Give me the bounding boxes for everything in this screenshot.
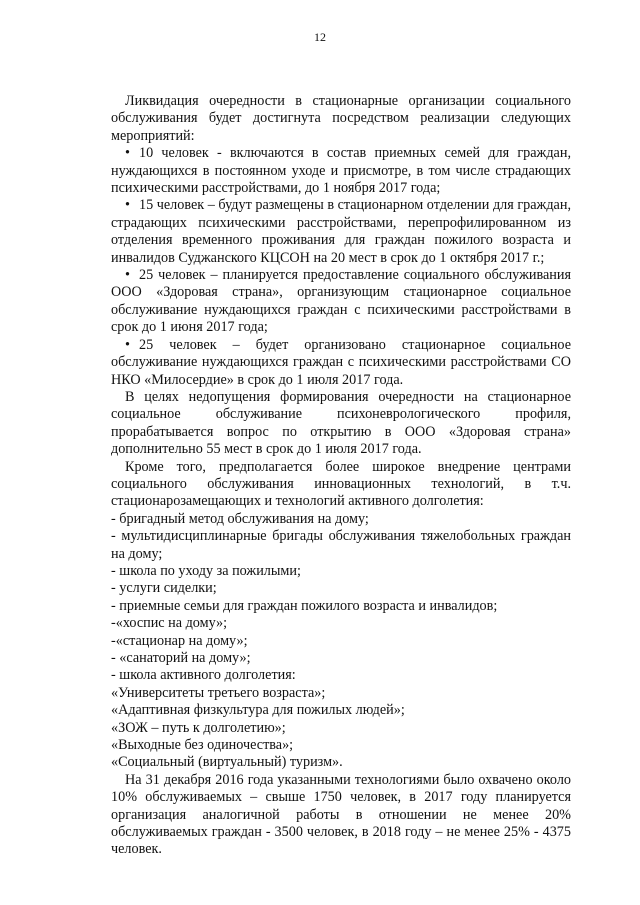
bullet-icon: • xyxy=(125,336,130,353)
page-number: 12 xyxy=(314,30,326,44)
bullet-text: 15 человек – будут размещены в стационарном отделении для граждан, страдающих психическими расстройствами, перепрофилированном из отделения временного проживания для граждан пожилого возраста и инвалидов Суджанского КЦСОН на 20 мест в срок до 1 октября 2017 г.; xyxy=(111,197,571,266)
program-item: «Выходные без одиночества»; xyxy=(111,737,294,754)
bullet-text: 25 человек – планируется предоставление социального обслуживания ООО «Здоровая страна», организующим стационарное социальное обслуживание нуждающихся граждан с психическими расстройствами в срок до 1 июня 2017 года; xyxy=(111,267,571,336)
technology-item: - школа по уходу за пожилыми; xyxy=(111,562,301,579)
program-item: «Университеты третьего возраста»; xyxy=(111,684,326,701)
bullet-text: 10 человек - включаются в состав приемных семей для граждан, нуждающихся в постоянном уходе и присмотре, в том числе страдающих психическими расстройствами, до 1 ноября 2017 года; xyxy=(111,145,571,197)
bullet-item xyxy=(111,267,571,337)
technology-item: -«стационар на дому»; xyxy=(111,632,248,649)
technologies-intro-paragraph: Кроме того, предполагается более широкое внедрение центрами социального обслуживания инновационных технологий, в т.ч. стационарозамещающих и технологий активного долголетия: xyxy=(111,458,571,510)
program-item: «Социальный (виртуальный) туризм». xyxy=(111,754,343,771)
bullet-item xyxy=(111,197,571,267)
bullet-item xyxy=(111,337,571,389)
prevention-paragraph: В целях недопущения формирования очередности на стационарное социальное обслуживание психоневрологического профиля, прорабатывается вопрос по открытию в ООО «Здоровая страна» дополнительно 55 мест в срок до 1 июля 2017 года. xyxy=(111,388,571,458)
bullet-icon: • xyxy=(125,145,130,162)
technology-item: - мультидисциплинарные бригады обслуживания тяжелобольных граждан на дому; xyxy=(111,528,571,562)
conclusion-paragraph: На 31 декабря 2016 года указанными технологиями было охвачено около 10% обслуживаемых – свыше 1750 человек, в 2017 году планируется организация аналогичной работы в отношении не менее 20% обслуживаемых граждан - 3500 человек, в 2018 году – не менее 25% - 4375 человек. xyxy=(111,771,571,858)
technology-item: - приемные семьи для граждан пожилого возраста и инвалидов; xyxy=(111,597,498,614)
intro-paragraph: Ликвидация очередности в стационарные организации социального обслуживания будет достигнута посредством реализации следующих мероприятий: xyxy=(111,93,571,144)
program-item: «ЗОЖ – путь к долголетию»; xyxy=(111,719,286,736)
bullet-icon: • xyxy=(125,197,130,214)
technology-item: - «санаторий на дому»; xyxy=(111,650,251,666)
technology-item: - услуги сиделки; xyxy=(111,580,217,597)
technology-item: - бригадный метод обслуживания на дому; xyxy=(111,510,369,527)
bullet-text: 25 человек – будет организовано стационарное социальное обслуживание нуждающихся граждан с психическими расстройствами СО НКО «Милосердие» в срок до 1 июля 2017 года. xyxy=(111,336,571,388)
program-item: «Адаптивная физкультура для пожилых людей»; xyxy=(111,702,405,719)
technology-item: - школа активного долголетия: xyxy=(111,667,296,684)
bullet-item xyxy=(111,145,571,197)
document-body xyxy=(111,93,571,859)
technology-item: -«хоспис на дому»; xyxy=(111,615,228,632)
bullet-icon: • xyxy=(125,267,130,284)
